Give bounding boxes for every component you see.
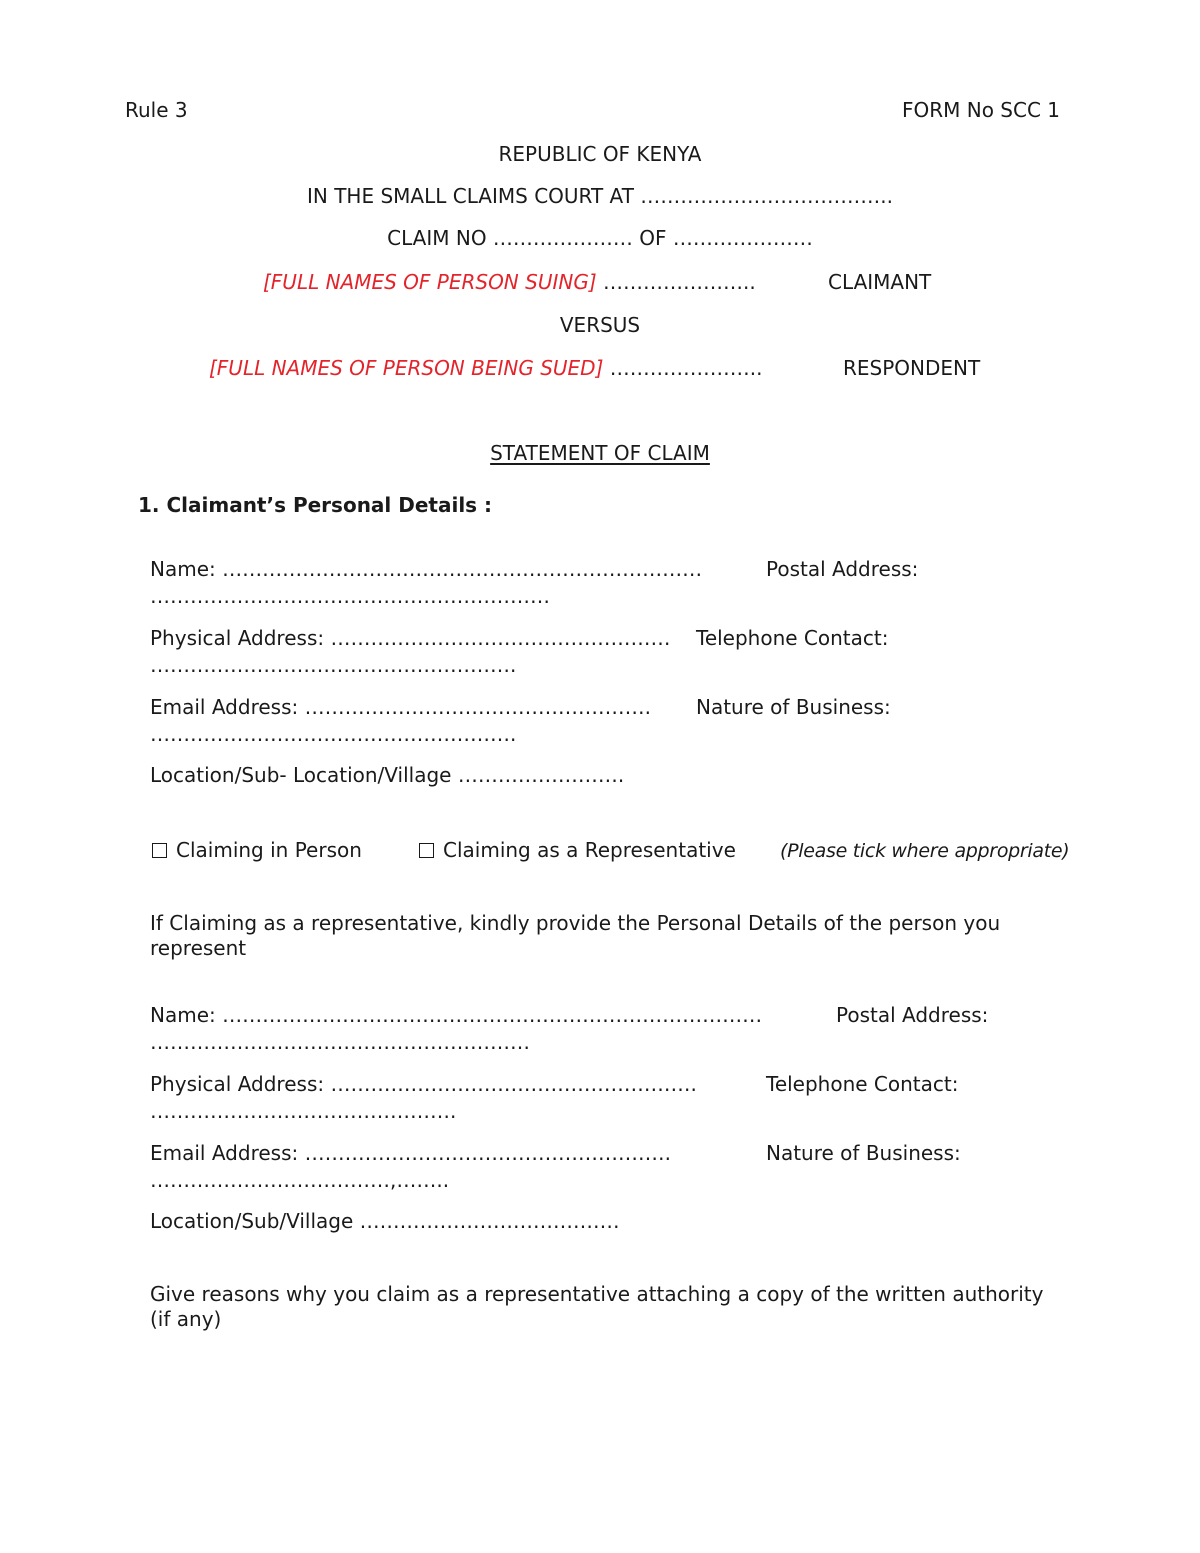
reasons-text: Give reasons why you claim as a representative attaching a copy of the written authority (if any): [150, 1282, 1044, 1331]
claiming-in-person-label: Claiming in Person: [176, 838, 362, 862]
court-title: IN THE SMALL CLAIMS COURT AT ………………………………..: [307, 184, 893, 208]
claimant-business-label: Nature of Business:: [696, 695, 891, 719]
versus-label: VERSUS: [559, 313, 641, 337]
claiming-in-person-option[interactable]: [152, 838, 362, 862]
claimant-physical-field[interactable]: Physical Address: ……………………………………………: [150, 626, 671, 650]
rep-postal-field[interactable]: …………………………………………………: [150, 1030, 530, 1054]
rep-telephone-field[interactable]: ……………………………………….: [150, 1099, 457, 1123]
respondent-line: [209, 356, 762, 380]
tick-note: (Please tick where appropriate): [780, 840, 1070, 862]
claimant-postal-label: Postal Address:: [766, 557, 919, 581]
form-number: FORM No SCC 1: [902, 98, 1061, 122]
claimant-email-field[interactable]: Email Address: …………………………………………….: [150, 695, 651, 719]
respondent-dots: …………………..: [609, 356, 763, 380]
claiming-as-rep-option[interactable]: [419, 838, 736, 862]
rep-business-field[interactable]: ………………………………,……..: [150, 1168, 450, 1192]
rep-business-label: Nature of Business:: [766, 1141, 961, 1165]
claimant-dots: …………………..: [602, 270, 756, 294]
rep-email-field[interactable]: Email Address: ……………………………………………….: [150, 1141, 671, 1165]
claimant-telephone-label: Telephone Contact:: [696, 626, 889, 650]
section-1-heading: 1. Claimant’s Personal Details :: [138, 493, 493, 517]
statement-title: STATEMENT OF CLAIM: [490, 441, 710, 465]
rep-physical-field[interactable]: Physical Address: ……………………………………………….: [150, 1072, 697, 1096]
rep-telephone-label: Telephone Contact:: [766, 1072, 959, 1096]
claimant-label: CLAIMANT: [828, 270, 932, 294]
rep-location-field[interactable]: Location/Sub/Village …………………………………: [150, 1209, 620, 1233]
claimant-line: [263, 270, 756, 294]
respondent-placeholder: [FULL NAMES OF PERSON BEING SUED]: [209, 356, 604, 380]
checkbox-in-person[interactable]: [152, 843, 167, 858]
rule-label: Rule 3: [125, 98, 188, 122]
checkbox-as-representative[interactable]: [419, 843, 434, 858]
rep-postal-label: Postal Address:: [836, 1003, 989, 1027]
claimant-telephone-field[interactable]: ……………………………………………….: [150, 653, 517, 677]
respondent-label: RESPONDENT: [843, 356, 981, 380]
claimant-placeholder: [FULL NAMES OF PERSON SUING]: [263, 270, 597, 294]
claimant-business-field[interactable]: ……………………………………………….: [150, 722, 517, 746]
claimant-name-field[interactable]: Name: ………………………………………………………………: [150, 557, 703, 581]
claimant-postal-field[interactable]: ……………………………………………………: [150, 584, 550, 608]
rep-name-field[interactable]: Name: ………………………………………………………………………: [150, 1003, 763, 1027]
claiming-as-rep-label: Claiming as a Representative: [443, 838, 736, 862]
republic-title: REPUBLIC OF KENYA: [498, 142, 702, 166]
claimant-location-field[interactable]: Location/Sub- Location/Village …………………….: [150, 763, 625, 787]
representative-intro: If Claiming as a representative, kindly provide the Personal Details of the person you represent: [150, 911, 1001, 960]
claim-number-line: CLAIM NO ………………… OF …………………: [387, 226, 813, 250]
